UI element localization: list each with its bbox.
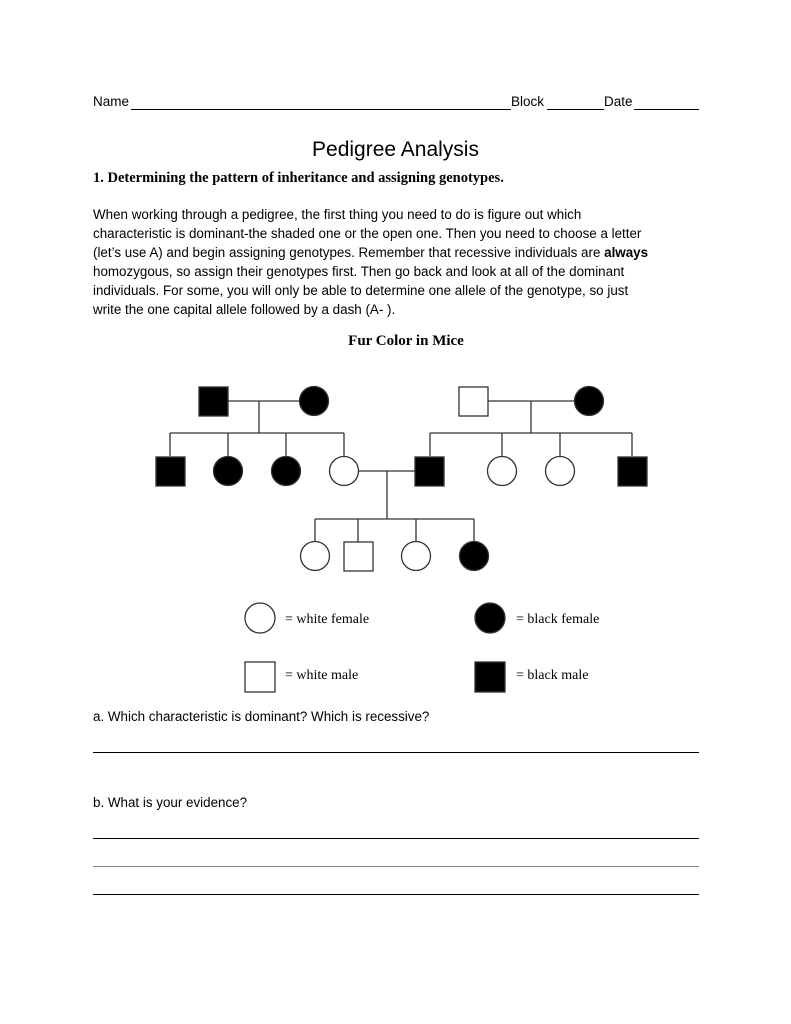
answer-line-b2[interactable]	[93, 866, 699, 867]
white-female-symbol	[301, 542, 330, 571]
legend-black-male-label: = black male	[516, 668, 589, 683]
legend-white-male-symbol	[245, 662, 275, 692]
legend-black-female-label: = black female	[516, 612, 600, 627]
black-female-symbol	[575, 387, 604, 416]
name-label: Name	[93, 94, 130, 109]
section-heading: 1. Determining the pattern of inheritance and assigning genotypes.	[93, 170, 504, 186]
black-male-symbol	[199, 387, 228, 416]
date-label: Date	[604, 94, 633, 109]
black-male-symbol	[618, 457, 647, 486]
white-female-symbol	[546, 457, 575, 486]
white-female-symbol	[402, 542, 431, 571]
paragraph-line: write the one capital allele followed by a dash (A- ).	[93, 302, 396, 317]
paragraph-line-text: (let’s use A) and begin assigning genotypes. Remember that recessive individuals are	[93, 245, 605, 260]
black-male-symbol	[156, 457, 185, 486]
white-male-symbol	[459, 387, 488, 416]
paragraph-line: When working through a pedigree, the first thing you need to do is figure out which	[93, 207, 582, 222]
legend-white-female-label: = white female	[285, 612, 370, 627]
emphasis-word: always	[604, 245, 649, 260]
question-a: a. Which characteristic is dominant? Which is recessive?	[93, 709, 430, 724]
paragraph-line: characteristic is dominant-the shaded one or the open one. Then you need to choose a letter	[93, 226, 642, 241]
white-female-symbol	[488, 457, 517, 486]
black-female-symbol	[214, 457, 243, 486]
block-label: Block	[511, 94, 545, 109]
answer-line-b3[interactable]	[93, 894, 699, 895]
legend-white-female-symbol	[245, 603, 275, 633]
answer-line-b1[interactable]	[93, 838, 699, 839]
black-female-symbol	[300, 387, 329, 416]
black-female-symbol	[272, 457, 301, 486]
paragraph-line: homozygous, so assign their genotypes first. Then go back and look at all of the dominant	[93, 264, 625, 279]
question-b: b. What is your evidence?	[93, 795, 248, 810]
paragraph-line: individuals. For some, you will only be able to determine one allele of the genotype, so just	[93, 283, 629, 298]
black-male-symbol	[415, 457, 444, 486]
figure-title: Fur Color in Mice	[348, 333, 464, 349]
answer-line-a[interactable]	[93, 752, 699, 753]
white-male-symbol	[344, 542, 373, 571]
legend-black-male-symbol	[475, 662, 505, 692]
legend-white-male-label: = white male	[285, 668, 359, 683]
legend-black-female-symbol	[475, 603, 505, 633]
black-female-symbol	[460, 542, 489, 571]
page-title: Pedigree Analysis	[312, 138, 479, 161]
white-female-symbol	[330, 457, 359, 486]
